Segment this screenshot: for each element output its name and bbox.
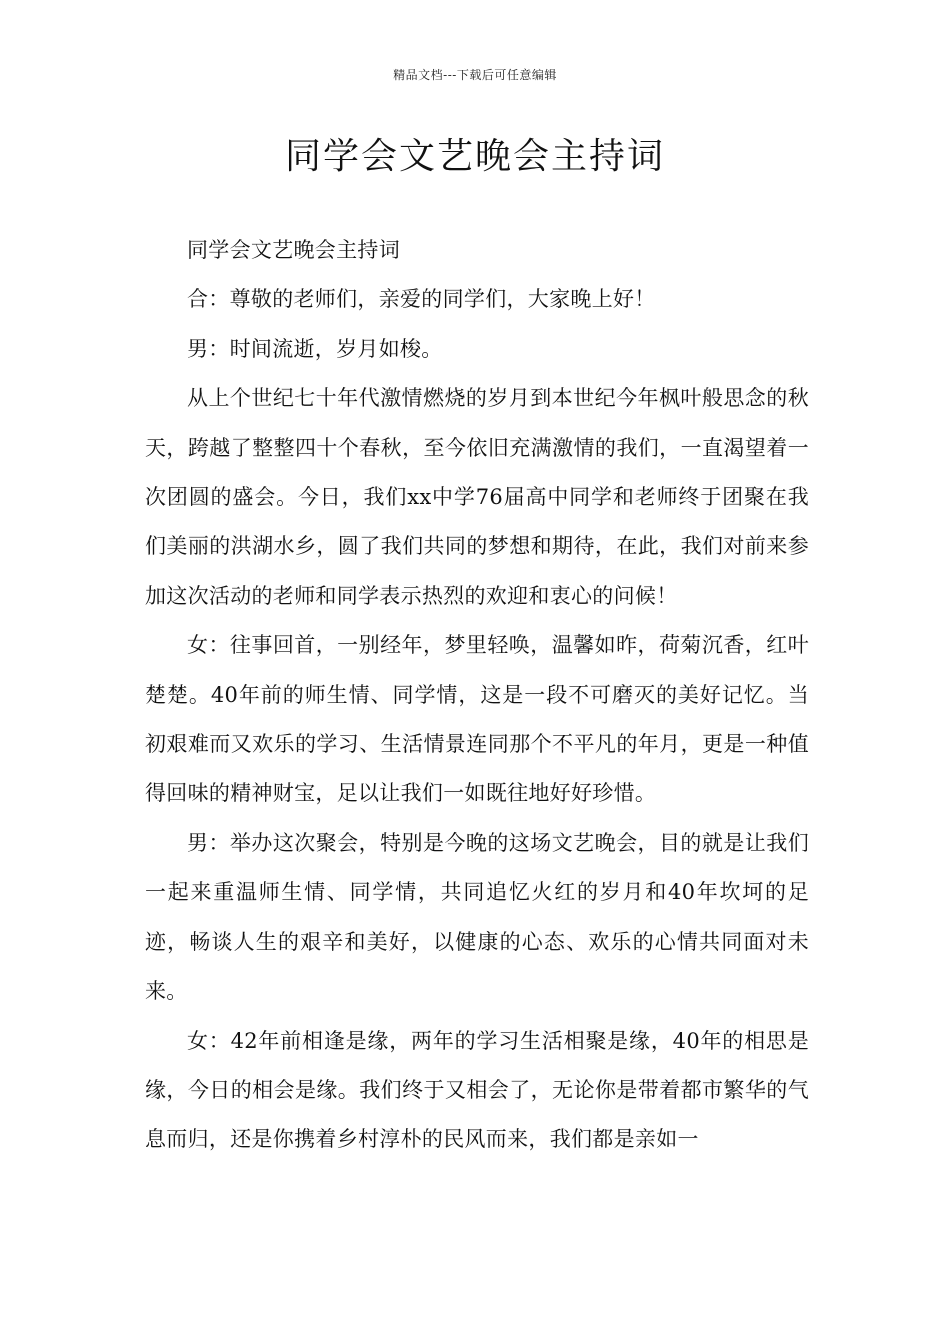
header-note: 精品文档---下载后可任意编辑 xyxy=(393,68,557,82)
document-title: 同学会文艺晚会主持词 xyxy=(284,136,665,177)
paragraph-female-2: 女：42年前相逢是缘，两年的学习生活相聚是缘，40年的相思是缘，今日的相会是缘。我们终于又相会了，无论你是带着都市繁华的气息而归，还是你携着乡村淳朴的民风而来，我们都是亲如一 xyxy=(145,1028,809,1152)
paragraph-male-2: 男：举办这次聚会，特别是今晚的这场文艺晚会，目的就是让我们一起来重温师生情、同学情，共同追忆火红的岁月和40年坎坷的足迹，畅谈人生的艰辛和美好，以健康的心态、欢乐的心情共同面对未来。 xyxy=(145,830,809,1004)
paragraph-greeting: 合：尊敬的老师们，亲爱的同学们，大家晚上好！ xyxy=(187,287,656,312)
paragraph-intro: 从上个世纪七十年代激情燃烧的岁月到本世纪今年枫叶般思念的秋天，跨越了整整四十个春秋，至今依旧充满激情的我们，一直渴望着一次团圆的盛会。今日，我们xx中学76届高中同学和老师终于团聚在我们美丽的洪湖水乡，圆了我们共同的梦想和期待，在此，我们对前来参加这次活动的老师和同学表示热烈的欢迎和衷心的问候！ xyxy=(145,386,809,608)
document-body xyxy=(145,226,809,1165)
paragraph-male-1: 男：时间流逝，岁月如梭。 xyxy=(187,336,443,361)
paragraph-subtitle: 同学会文艺晚会主持词 xyxy=(187,238,400,262)
paragraph-female-1: 女：往事回首，一别经年，梦里轻唤，温馨如昨，荷菊沉香，红叶楚楚。40年前的师生情、同学情，这是一段不可磨灭的美好记忆。当初艰难而又欢乐的学习、生活情景连同那个不平凡的年月，更是一种值得回味的精神财宝，足以让我们一如既往地好好珍惜。 xyxy=(145,633,809,806)
